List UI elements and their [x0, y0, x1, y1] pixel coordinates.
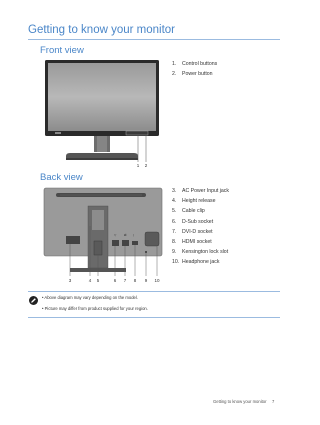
back-view-heading: Back view — [40, 172, 83, 183]
svg-text:|: | — [133, 233, 134, 237]
callout-3: 3 — [68, 278, 72, 283]
ac-power-jack-icon — [66, 236, 80, 244]
callout-6: 6 — [113, 278, 117, 283]
back-view-legend — [172, 186, 229, 268]
front-view-monitor-illustration — [42, 58, 162, 168]
title-rule — [28, 39, 280, 40]
front-view-heading: Front view — [40, 45, 84, 56]
svg-text:⇌: ⇌ — [124, 233, 127, 237]
control-buttons-icon — [126, 131, 148, 135]
note-line: • Above diagram may vary depending on the model. — [42, 295, 138, 300]
note-box — [28, 291, 280, 318]
callout-5: 5 — [96, 278, 100, 283]
monitor-screen — [48, 63, 156, 131]
cable-clip-icon — [94, 241, 102, 255]
page-title: Getting to know your monitor — [28, 24, 176, 36]
footer-section-title: Getting to know your monitor — [213, 399, 267, 404]
callout-8: 8 — [133, 278, 137, 283]
callout-10: 10 — [154, 278, 160, 283]
legend-item: 9. Kensington lock slot — [172, 249, 229, 256]
dvi-d-socket-icon — [122, 240, 129, 246]
legend-item: 4. Height release — [172, 198, 216, 205]
callout-2: 2 — [144, 163, 148, 168]
kensington-lock-slot-icon — [145, 251, 147, 253]
front-view-legend — [172, 59, 217, 79]
note-line: • Picture may differ from product supplied for your region. — [42, 306, 148, 311]
callout-4: 4 — [88, 278, 92, 283]
legend-item: 8. HDMI socket — [172, 238, 212, 245]
legend-item: 5. Cable clip — [172, 208, 205, 215]
d-sub-socket-icon — [112, 240, 119, 246]
pencil-icon — [29, 296, 38, 305]
stand-base — [66, 153, 138, 158]
svg-text:▽: ▽ — [114, 233, 117, 237]
legend-item: 3. AC Power Input jack — [172, 188, 229, 194]
legend-item: 6. D-Sub socket — [172, 218, 214, 225]
legend-item: 2. Power button — [172, 71, 213, 78]
hdmi-socket-icon — [132, 241, 138, 245]
back-view-monitor-illustration — [42, 186, 164, 286]
callout-1: 1 — [136, 163, 140, 168]
legend-item: 1. Control buttons — [172, 61, 218, 67]
logo-mark — [55, 132, 61, 134]
legend-item: 7. DVI-D socket — [172, 228, 213, 235]
legend-item: 10. Headphone jack — [172, 259, 220, 266]
callout-7: 7 — [123, 278, 127, 283]
side-panel-block — [145, 232, 159, 246]
page-number: 7 — [272, 399, 275, 404]
callout-9: 9 — [144, 278, 148, 283]
